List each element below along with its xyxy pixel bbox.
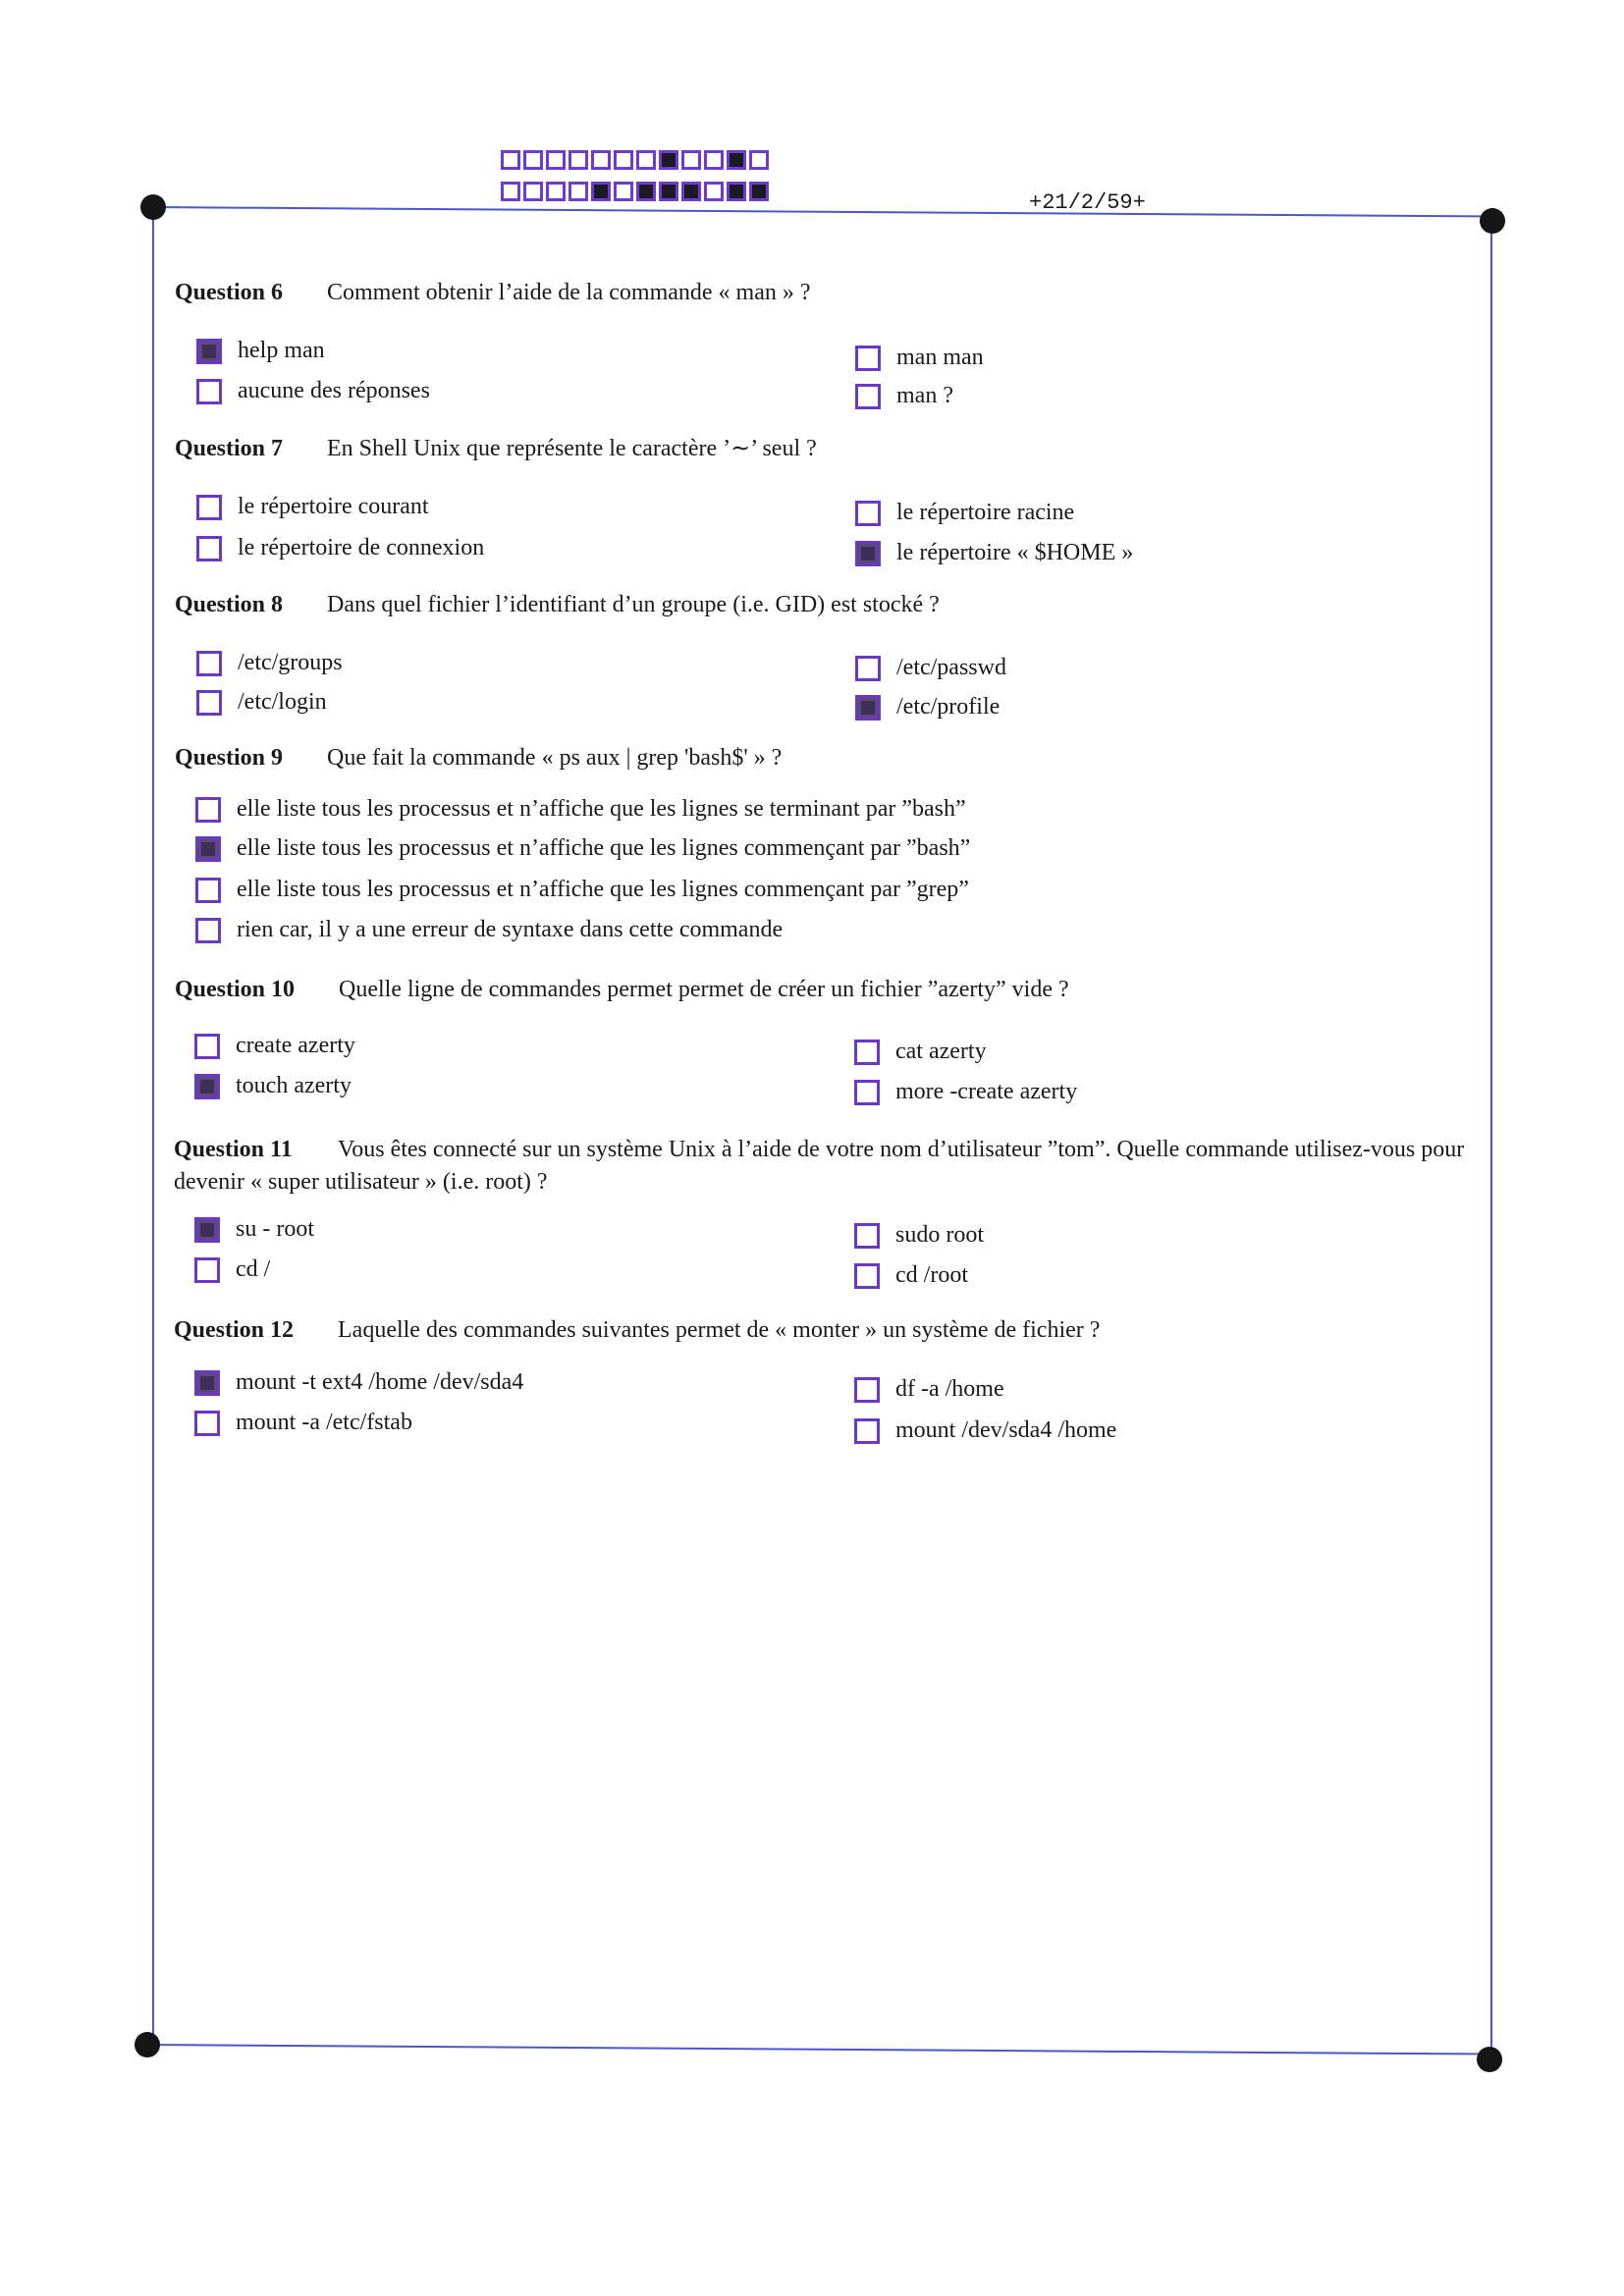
id-code-cell [636,182,656,201]
answer-checkbox[interactable] [855,541,881,566]
answer-option[interactable]: mount /dev/sda4 /home [854,1417,1116,1444]
answer-checkbox[interactable] [195,836,221,862]
question-label: Question 10 [175,977,296,1002]
id-code-cell [636,150,656,170]
answer-checkbox[interactable] [855,656,881,681]
answer-checkbox[interactable] [854,1080,880,1105]
id-code-cell [614,182,633,201]
id-code-cell [591,150,611,170]
answer-checkbox[interactable] [854,1263,880,1289]
answer-option[interactable]: mount -t ext4 /home /dev/sda4 [194,1369,523,1396]
id-code-cell [523,182,543,201]
answer-option[interactable]: man ? [855,383,953,409]
id-code-cell [704,150,724,170]
answer-option[interactable]: le répertoire courant [196,494,429,520]
id-code-cell [591,182,611,201]
answer-checkbox[interactable] [854,1418,880,1444]
answer-checkbox[interactable] [854,1040,880,1065]
id-code-cell [704,182,724,201]
id-code-cell [546,182,566,201]
question-text: Comment obtenir l’aide de la commande « man » ? [327,280,811,305]
answer-option[interactable]: sudo root [854,1222,984,1249]
question-7 [175,433,1471,465]
answer-checkbox[interactable] [855,346,881,371]
answer-option[interactable]: le répertoire racine [855,500,1074,526]
answer-option[interactable]: df -a /home [854,1376,1004,1403]
id-code-cell [727,182,746,201]
question-label: Question 7 [175,436,284,461]
corner-marker-top-left [140,194,166,220]
answer-checkbox[interactable] [195,918,221,943]
answer-option[interactable]: elle liste tous les processus et n’affiche que les lignes se terminant par ”bash” [195,796,966,823]
id-code-row-2 [501,182,769,201]
page-code: +21/2/59+ [1029,190,1146,215]
question-label: Question 6 [175,280,284,305]
answer-option[interactable]: cd / [194,1256,270,1283]
id-code-cell [681,150,701,170]
question-label: Question 9 [175,745,284,771]
answer-option[interactable]: man man [855,345,984,371]
question-8 [175,589,1471,621]
corner-marker-bottom-left [135,2032,160,2057]
question-10 [175,974,1471,1006]
question-label: Question 11 [174,1137,293,1162]
answer-option[interactable]: help man [196,338,325,364]
answer-checkbox[interactable] [196,339,222,364]
id-code-cell [659,150,678,170]
id-code-row-1 [501,150,769,170]
answer-checkbox[interactable] [196,536,222,561]
id-code-cell [614,150,633,170]
answer-option[interactable]: create azerty [194,1033,355,1059]
frame-bottom-line [147,2044,1489,2056]
answer-checkbox[interactable] [194,1370,220,1396]
answer-option[interactable]: le répertoire de connexion [196,535,484,561]
answer-option[interactable]: rien car, il y a une erreur de syntaxe dans cette commande [195,917,783,943]
answer-checkbox[interactable] [196,495,222,520]
answer-option[interactable]: elle liste tous les processus et n’affiche que les lignes commençant par ”bash” [195,835,970,862]
question-text: Laquelle des commandes suivantes permet de « monter » un système de fichier ? [338,1317,1101,1343]
answer-option[interactable]: le répertoire « $HOME » [855,540,1133,566]
answer-option[interactable]: /etc/groups [196,650,343,676]
answer-option[interactable]: /etc/passwd [855,655,1006,681]
frame-top-line [153,206,1492,218]
answer-checkbox[interactable] [196,651,222,676]
question-text: Que fait la commande « ps aux | grep 'bash$' » ? [327,745,783,771]
answer-checkbox[interactable] [854,1377,880,1403]
frame-left-line [152,206,154,2046]
answer-checkbox[interactable] [195,878,221,903]
answer-checkbox[interactable] [855,384,881,409]
question-text: Dans quel fichier l’identifiant d’un groupe (i.e. GID) est stocké ? [327,592,940,617]
question-11 [174,1134,1470,1199]
answer-checkbox[interactable] [194,1411,220,1436]
answer-option[interactable]: /etc/profile [855,694,1000,721]
question-text: Vous êtes connecté sur un système Unix à l’aide de votre nom d’utilisateur ”tom”. Quelle commande utilisez-vous pour devenir « super utilisateur » (i.e. root) ? [174,1137,1465,1195]
id-code-cell [727,150,746,170]
id-code-cell [659,182,678,201]
question-9 [175,742,1471,774]
question-label: Question 8 [175,592,284,617]
answer-checkbox[interactable] [194,1034,220,1059]
id-code-cell [546,150,566,170]
answer-option[interactable]: touch azerty [194,1073,352,1099]
answer-checkbox[interactable] [854,1223,880,1249]
corner-marker-top-right [1480,208,1505,234]
id-code-cell [523,150,543,170]
id-code-cell [681,182,701,201]
id-code-cell [568,182,588,201]
id-code-cell [501,150,520,170]
corner-marker-bottom-right [1477,2047,1502,2072]
answer-checkbox[interactable] [194,1217,220,1243]
answer-option[interactable]: su - root [194,1216,314,1243]
answer-option[interactable]: /etc/login [196,689,327,716]
question-text: En Shell Unix que représente le caractère ’∼’ seul ? [327,436,817,461]
answer-checkbox[interactable] [194,1074,220,1099]
answer-option[interactable]: elle liste tous les processus et n’affiche que les lignes commençant par ”grep” [195,877,969,903]
question-6 [175,277,1471,309]
question-12 [174,1314,1470,1347]
answer-option[interactable]: aucune des réponses [196,378,430,404]
answer-checkbox[interactable] [196,690,222,716]
answer-checkbox[interactable] [855,501,881,526]
answer-checkbox[interactable] [194,1257,220,1283]
answer-checkbox[interactable] [195,797,221,823]
answer-option[interactable]: cat azerty [854,1039,987,1065]
answer-option[interactable]: cd /root [854,1262,968,1289]
id-code-cell [749,182,769,201]
answer-option[interactable]: mount -a /etc/fstab [194,1410,412,1436]
question-text: Quelle ligne de commandes permet permet de créer un fichier ”azerty” vide ? [339,977,1069,1002]
id-code-cell [501,182,520,201]
answer-checkbox[interactable] [196,379,222,404]
id-code-cell [568,150,588,170]
answer-option[interactable]: more -create azerty [854,1079,1077,1105]
id-code-cell [749,150,769,170]
question-label: Question 12 [174,1317,295,1343]
answer-checkbox[interactable] [855,695,881,721]
frame-right-line [1490,220,1492,2059]
